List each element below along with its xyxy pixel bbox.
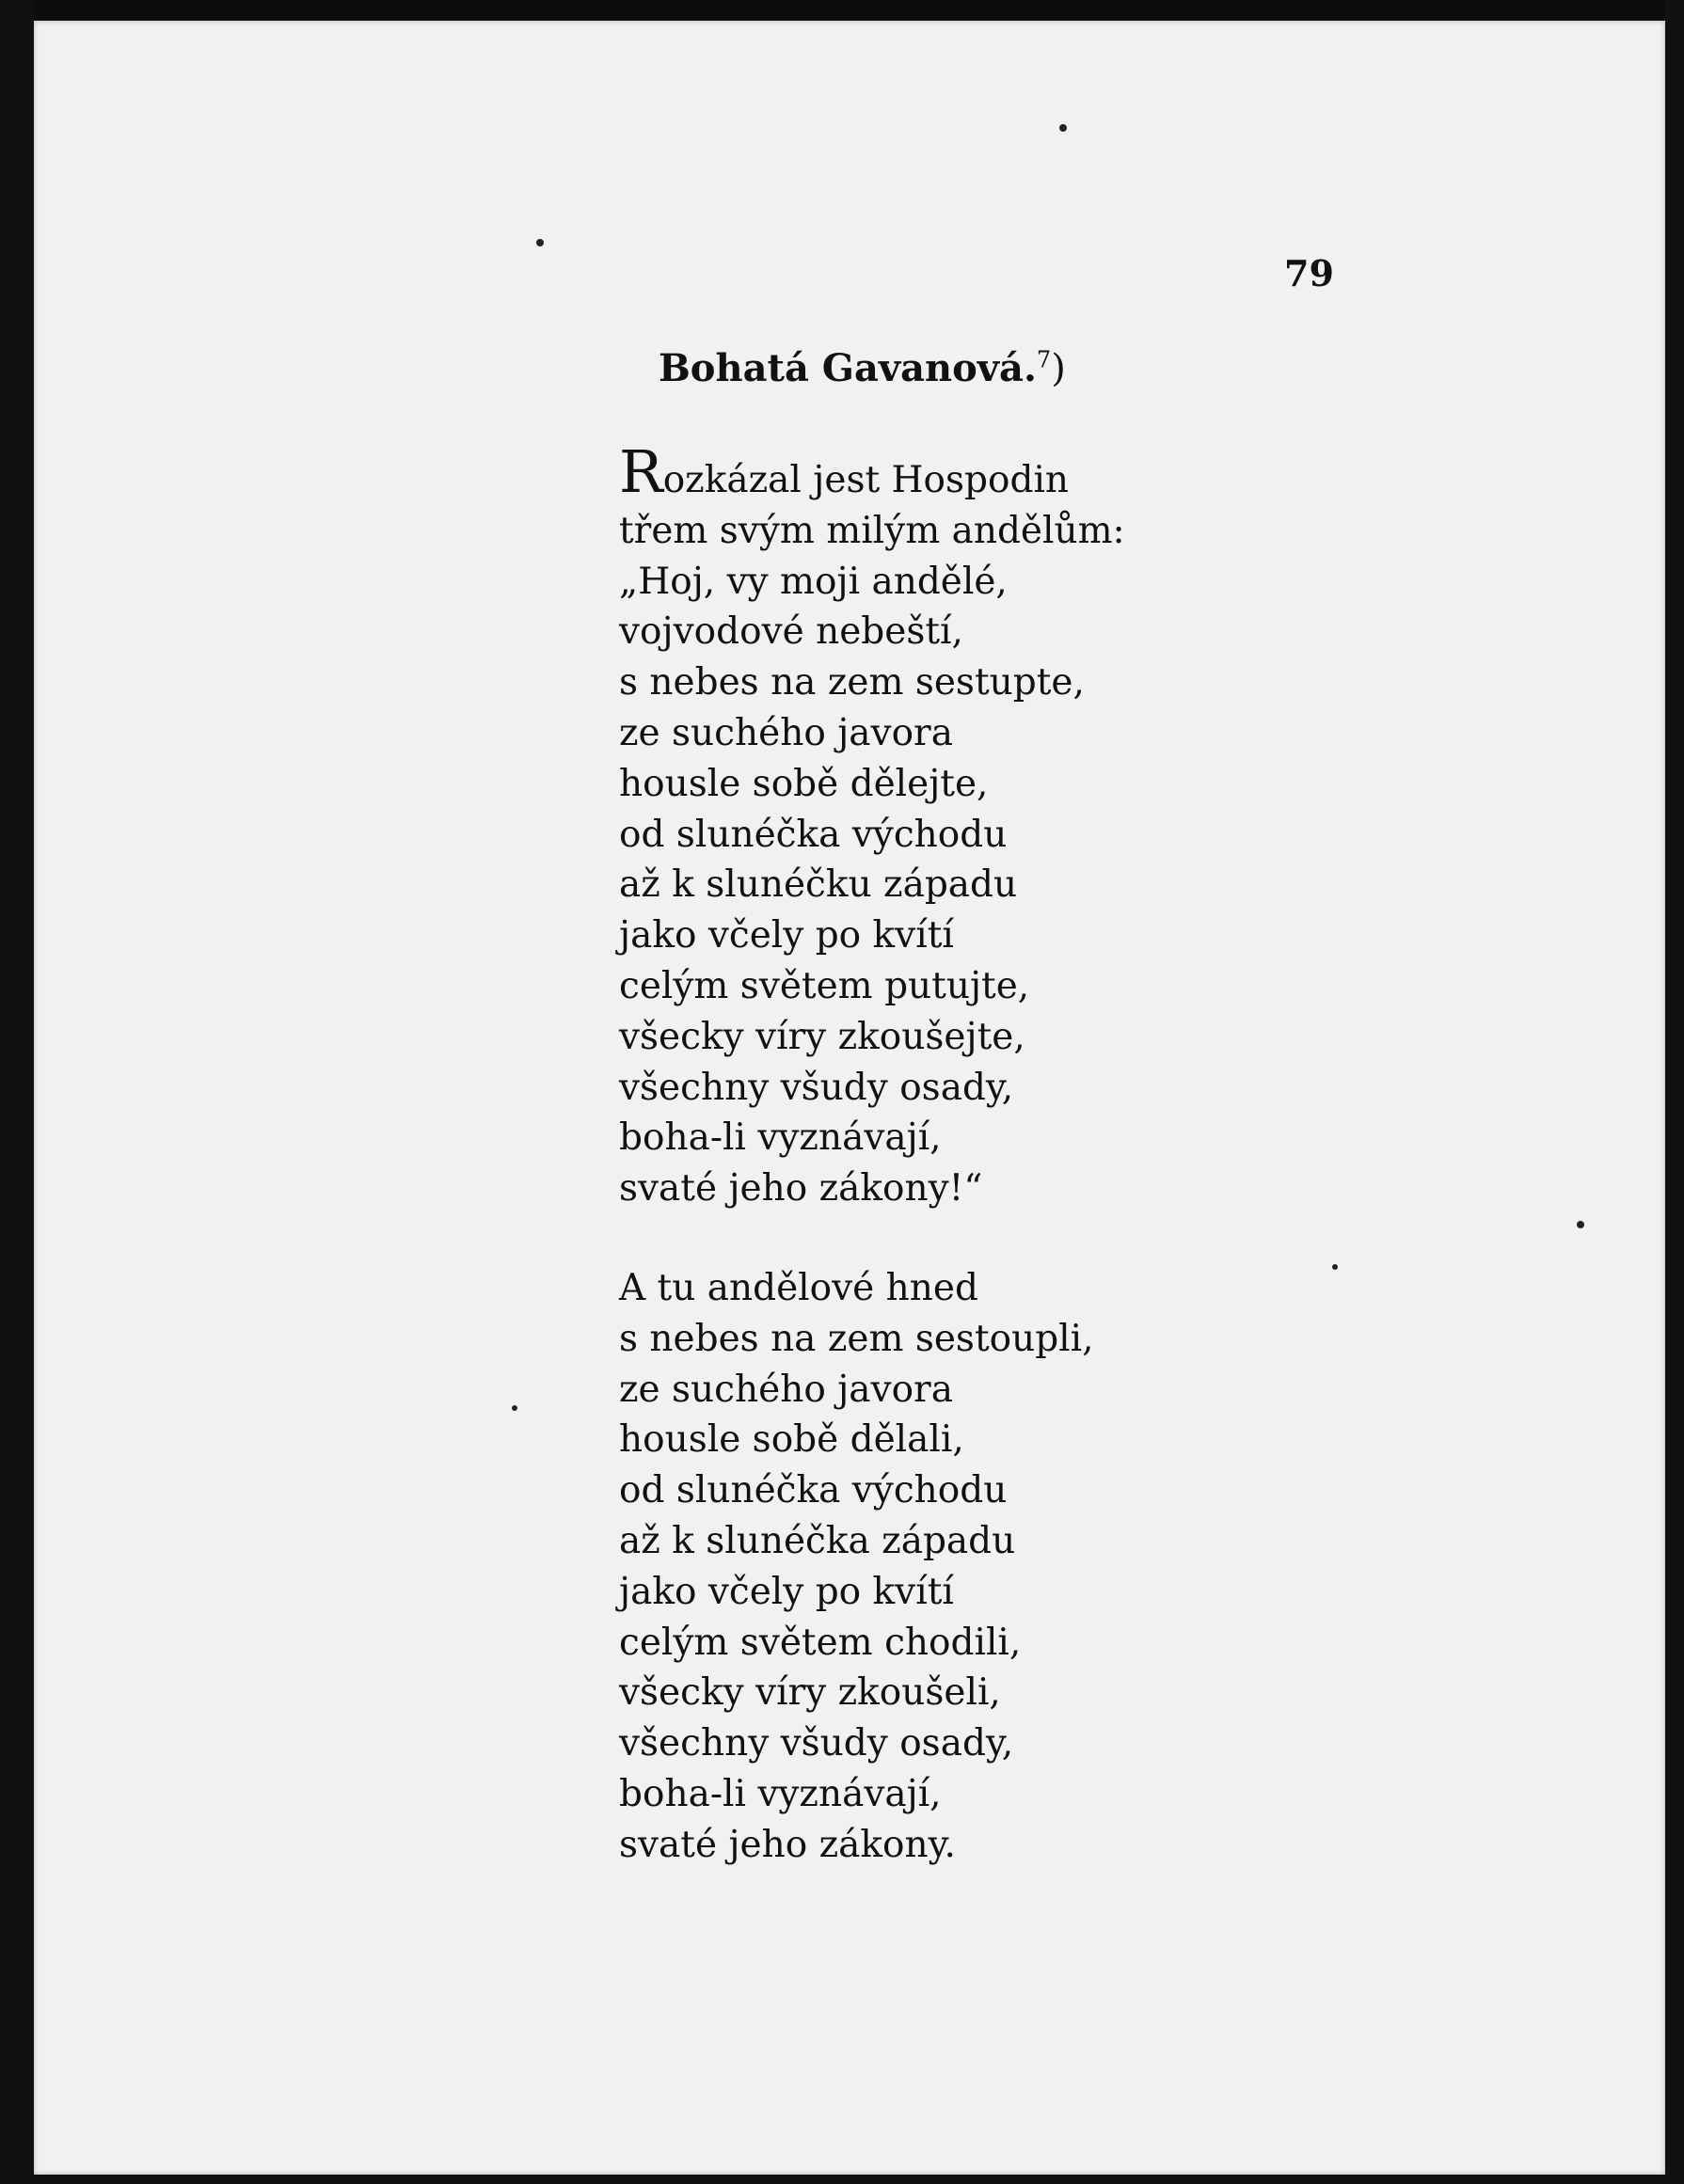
- stanza-1: [619, 437, 1125, 1214]
- ink-speck: [1059, 124, 1067, 132]
- verse-line: boha-li vyznávají,: [619, 1772, 942, 1815]
- verse-line: všecky víry zkoušejte,: [619, 1015, 1025, 1058]
- verse-line: od slunéčka východu: [619, 1469, 1008, 1512]
- verse-line: jako včely po kvítí: [619, 914, 954, 957]
- verse-line: [619, 437, 1125, 506]
- verse-line: ze suchého javora: [619, 711, 953, 754]
- verse-line: třem svým milým andělům:: [619, 509, 1125, 552]
- page-right-edge: [1665, 0, 1684, 2184]
- verse-line-text: ozkázal jest Hospodin: [662, 459, 1070, 501]
- verse-line: s nebes na zem sestoupli,: [619, 1317, 1094, 1360]
- initial-letter: R: [619, 437, 663, 506]
- verse-line: boha-li vyznávají,: [619, 1116, 942, 1160]
- verse-line: až k slunéčka západu: [619, 1519, 1016, 1562]
- verse-line: A tu andělové hned: [619, 1267, 978, 1309]
- footnote-mark: 7: [1036, 346, 1052, 373]
- poem-title: [659, 346, 1066, 390]
- verse-line: všecky víry zkoušeli,: [619, 1671, 1001, 1715]
- page-number: 79: [1284, 252, 1334, 294]
- verse-line: jako včely po kvítí: [619, 1570, 954, 1613]
- verse-line: až k slunéčku západu: [619, 863, 1018, 907]
- verse-line: vojvodové nebeští,: [619, 610, 963, 654]
- verse-line: celým světem chodili,: [619, 1621, 1022, 1664]
- verse-line: svaté jeho zákony.: [619, 1823, 956, 1866]
- page-bottom-edge: [0, 2175, 1684, 2184]
- verse-line: housle sobě dělejte,: [619, 762, 989, 805]
- verse-line: housle sobě dělali,: [619, 1418, 964, 1462]
- verse-line: všechny všudy osady,: [619, 1066, 1014, 1109]
- verse-line: všechny všudy osady,: [619, 1722, 1014, 1765]
- verse-line: od slunéčka východu: [619, 813, 1008, 856]
- verse-line: ze suchého javora: [619, 1368, 953, 1411]
- footnote-paren: ): [1051, 347, 1066, 390]
- ink-speck: [512, 1405, 517, 1411]
- verse-line: celým světem putujte,: [619, 964, 1030, 1007]
- verse-line: svaté jeho zákony!“: [619, 1167, 983, 1211]
- binding-edge: [0, 0, 34, 2184]
- verse-line: s nebes na zem sestupte,: [619, 661, 1085, 704]
- poem-title-text: Bohatá Gavanová.: [659, 346, 1037, 390]
- ink-speck: [1332, 1264, 1338, 1270]
- stanza-2: [619, 1263, 1094, 1871]
- ink-speck: [1577, 1221, 1584, 1228]
- ink-speck: [536, 239, 544, 246]
- verse-line: „Hoj, vy moji andělé,: [619, 560, 1008, 603]
